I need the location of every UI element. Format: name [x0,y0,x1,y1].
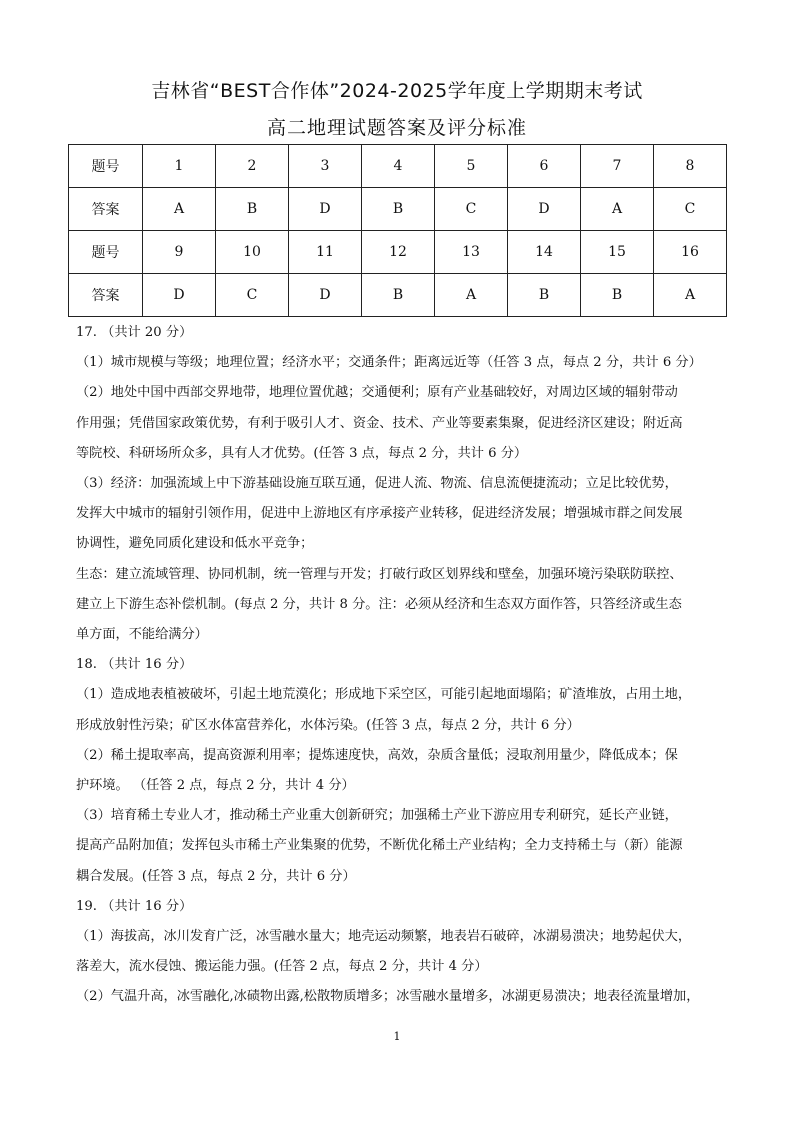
table-cell: D [143,274,216,317]
table-cell: 答案 [69,274,143,317]
table-cell: 12 [362,231,435,274]
text-line: 等院校、科研场所众多，具有人才优势。(任答 3 点，每点 2 分，共计 6 分） [76,445,528,461]
table-cell: B [362,188,435,231]
document-title: 吉林省“BEST合作体”2024-2025学年度上学期期末考试 [151,80,643,102]
text-line: （2）气温升高，冰雪融化,冰碛物出露,松散物质增多；冰雪融水量增多，冰湖更易溃决；地表径流量增加， [76,989,700,1005]
table-cell: 6 [508,145,581,188]
table-cell: 10 [216,231,289,274]
table-row [69,145,727,188]
text-line: 17. （共计 20 分） [76,325,193,340]
table-cell: 7 [581,145,654,188]
text-line: 发挥大中城市的辐射引领作用，促进中上游地区有序承接产业转移，促进经济发展；增强城市群之间发展 [76,506,683,522]
table-cell: 9 [143,231,216,274]
answer-body [76,318,726,1013]
text-line: 协调性，避免同质化建设和低水平竞争； [76,536,314,552]
table-cell: 1 [143,145,216,188]
text-line: 生态：建立流域管理、协同机制，统一管理与开发；打破行政区划界线和壁垒，加强环境污染联防联控、 [76,566,683,582]
table-cell: 15 [581,231,654,274]
table-cell: 2 [216,145,289,188]
text-line: （1）城市规模与等级；地理位置；经济水平；交通条件；距离远近等（任答 3 点，每点 2 分，共计 6 分） [76,355,702,371]
table-cell: 5 [435,145,508,188]
text-line: 单方面，不能给满分） [76,627,208,643]
table-cell: C [435,188,508,231]
table-cell: C [654,188,727,231]
table-row [69,274,727,317]
text-line: 提高产品附加值；发挥包头市稀土产业集聚的优势，不断优化稀土产业结构；全力支持稀土与（新）能源 [76,838,683,854]
table-cell: D [289,188,362,231]
table-cell: 3 [289,145,362,188]
table-cell: 4 [362,145,435,188]
table-cell: 题号 [69,231,143,274]
table-cell: 8 [654,145,727,188]
table-cell: A [581,188,654,231]
table-cell: D [508,188,581,231]
table-cell: C [216,274,289,317]
text-line: 作用强；凭借国家政策优势，有利于吸引人才、资金、技术、产业等要素集聚，促进经济区建设；附近高 [76,415,683,431]
table-cell: 16 [654,231,727,274]
table-cell: A [654,274,727,317]
text-line: （3）经济：加强流域上中下游基础设施互联互通，促进人流、物流、信息流便捷流动；立足比较优势， [76,476,678,492]
table-row [69,188,727,231]
text-line: （2）地处中国中西部交界地带，地理位置优越；交通便利；原有产业基础较好，对周边区域的辐射带动 [76,385,678,401]
text-line: 18. （共计 16 分） [76,657,193,673]
text-line: 护环境。 （任答 2 点，每点 2 分，共计 4 分） [76,778,355,794]
table-cell: 13 [435,231,508,274]
table-cell: D [289,274,362,317]
table-cell: 11 [289,231,362,274]
text-line: 形成放射性污染；矿区水体富营养化，水体污染。(任答 3 点，每点 2 分，共计 6 分） [76,717,580,733]
answer-table [68,144,727,317]
document-subtitle: 高二地理试题答案及评分标准 [266,117,527,139]
text-line: 耦合发展。(任答 3 点，每点 2 分，共计 6 分） [76,868,356,884]
table-cell: B [216,188,289,231]
table-cell: 14 [508,231,581,274]
table-row [69,231,727,274]
page-number: 1 [393,1030,401,1043]
text-line: （2）稀土提取率高，提高资源利用率；提炼速度快，高效，杂质含量低；浸取剂用量少，降低成本；保 [76,747,678,763]
text-line: （1）造成地表植被破坏，引起土地荒漠化；形成地下采空区，可能引起地面塌陷；矿渣堆放，占用土地， [76,687,692,703]
text-line: （3）培育稀土专业人才，推动稀土产业重大创新研究；加强稀土产业下游应用专利研究，延长产业链， [76,808,678,824]
table-cell: A [435,274,508,317]
table-cell: B [581,274,654,317]
text-line: 落差大，流水侵蚀、搬运能力强。(任答 2 点，每点 2 分，共计 4 分） [76,959,488,975]
table-cell: 答案 [69,188,143,231]
table-cell: 题号 [69,145,143,188]
table-cell: B [508,274,581,317]
table-cell: A [143,188,216,231]
text-line: （1）海拔高，冰川发育广泛，冰雪融水量大；地壳运动频繁，地表岩石破碎，冰湖易溃决；地势起伏大， [76,929,692,945]
text-line: 19. （共计 16 分） [76,898,193,914]
table-cell: B [362,274,435,317]
text-line: 建立上下游生态补偿机制。(每点 2 分，共计 8 分。注：必须从经济和生态双方面作答，只答经济或生态 [76,596,682,612]
